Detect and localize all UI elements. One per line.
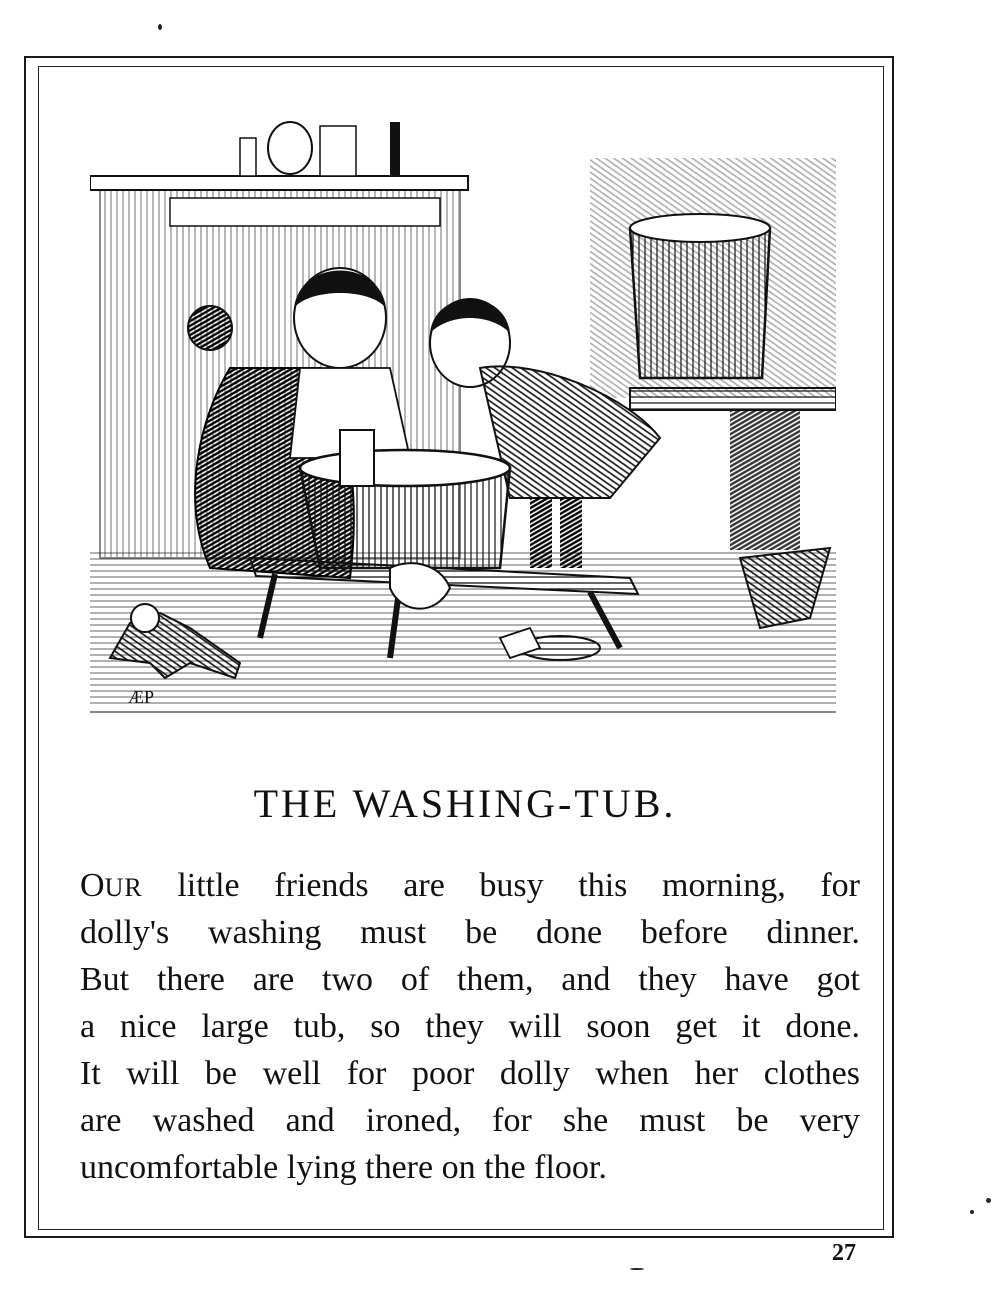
body-line: a nice large tub, so they will soon get it done. [80, 1008, 860, 1045]
body-line: But there are two of them, and they have got [80, 961, 860, 998]
print-speck [158, 24, 162, 30]
initial-letter: O [80, 867, 105, 904]
print-speck [986, 1198, 991, 1203]
body-line [80, 862, 860, 909]
body-line: It will be well for poor dolly when her clothes [80, 1055, 860, 1092]
washing-tub-engraving-icon [90, 118, 836, 716]
body-line: dolly's washing must be done before dinner. [80, 914, 860, 951]
body-line: are washed and ironed, for she must be very [80, 1102, 860, 1139]
body-paragraph [80, 862, 860, 1191]
svg-text:ÆP: ÆP [128, 687, 155, 707]
page-number: 27 [832, 1240, 856, 1266]
print-speck [970, 1210, 974, 1214]
small-caps-letters: UR [104, 873, 143, 902]
page-title: THE WASHING-TUB. [253, 781, 677, 826]
print-speck [630, 1268, 644, 1270]
body-line: uncomfortable lying there on the floor. [80, 1149, 607, 1186]
body-line-text: little friends are busy this morning, for [177, 867, 860, 904]
